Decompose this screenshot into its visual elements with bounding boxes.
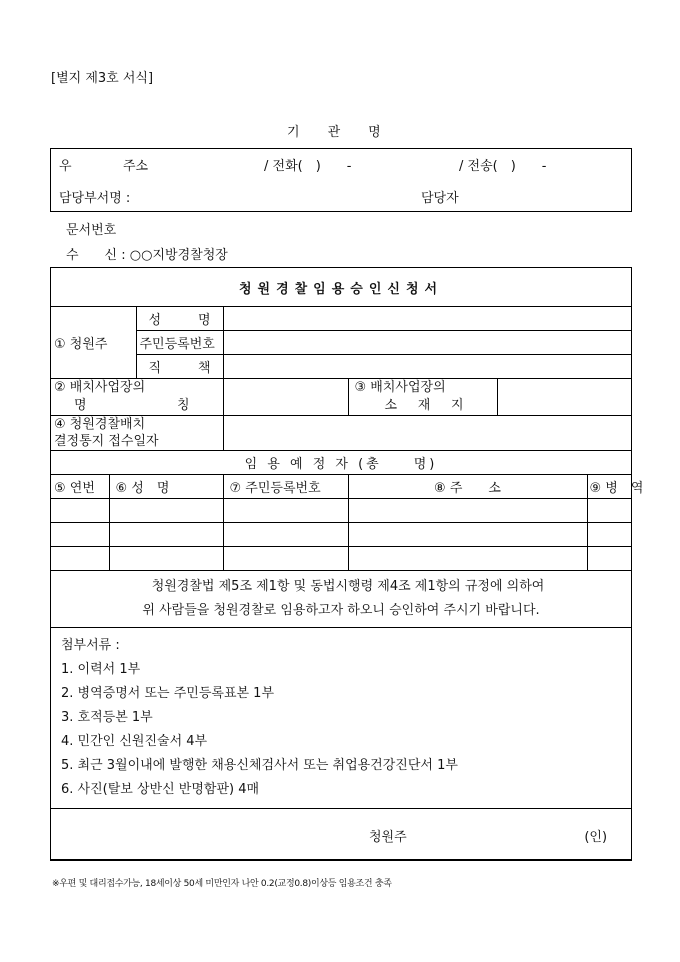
agency-name: 기 관 명 [287,125,383,140]
doc-number-label: 문서번호 [66,223,117,238]
address-row [59,155,623,175]
list-item: 1. 이력서 1부 [61,662,141,677]
workplace-name-field[interactable] [223,379,348,416]
list-item: 3. 호적등본 1부 [61,710,153,725]
person-label: 담당자 [421,191,459,206]
notice-date-field[interactable] [223,416,631,451]
recipient-row [66,244,228,263]
list-item: 4. 민간인 신원진술서 4부 [61,734,208,749]
col-id-number: ⑦ 주민등록번호 [223,475,348,499]
dept-label: 담당부서명 : [59,191,131,206]
fax-label: / 전송( ) - [459,159,547,174]
table-row [51,499,631,523]
applicant-id-field[interactable] [223,331,631,355]
applicant-name-field[interactable] [223,307,631,331]
name-label: 성 명 [136,307,223,331]
phone-label: / 전화( ) - [264,159,352,174]
postal-label: 우 [59,159,72,174]
applicant-section-label: ① 청원주 [51,307,136,379]
footnote: ※우편 및 대리접수가능, 18세이상 50세 미만인자 나안 0.2(교정0.8)이상등 임용조건 충족 [52,879,392,889]
applicant-position-field[interactable] [223,355,631,379]
seal-mark: (인) [584,830,608,845]
signature-row [51,809,631,860]
attachments-section [51,628,631,809]
workplace-location-field[interactable] [497,379,631,416]
table-row [51,547,631,571]
list-item: 2. 병역증명서 또는 주민등록표본 1부 [61,686,275,701]
address-label: 주소 [123,159,149,174]
appointees-heading: 임 용 예 정 자 (총 명) [51,451,631,475]
col-serial: ⑤ 연번 [51,475,109,499]
form-label: [별지 제3호 서식] [51,71,154,86]
workplace-location-label: ③ 배치사업장의 소 재 지 [348,379,497,416]
id-number-label: 주민등록번호 [136,331,223,355]
signature-label: 청원주 [369,830,407,845]
recipient-value: ○○지방경찰청장 [129,248,228,263]
position-label: 직 책 [136,355,223,379]
col-military: ⑨ 병 역 [587,475,631,499]
col-address: ⑧ 주 소 [348,475,587,499]
request-statement: 청원경찰법 제5조 제1항 및 동법시행령 제4조 제1항의 규정에 의하여 위 사람들을 청원경찰로 임용하고자 하오니 승인하여 주시기 바랍니다. [51,571,631,628]
application-form [50,267,644,861]
recipient-label: 수 신 : [66,248,126,263]
agency-info-box [50,148,632,212]
form-title: 청원경찰임용승인신청서 [51,268,631,307]
col-name: ⑥ 성 명 [109,475,223,499]
list-item: 6. 사진(탈보 상반신 반명함판) 4매 [61,782,260,797]
workplace-name-label: ② 배치사업장의 명 칭 [51,379,223,416]
notice-date-label: ④ 청원경찰배치 결정통지 접수일자 [51,416,223,451]
dept-row [59,187,623,207]
list-item: 5. 최근 3월이내에 발행한 채용신체검사서 또는 취업용건강진단서 1부 [61,758,458,773]
attachments-heading: 첨부서류 : [61,638,120,653]
table-row [51,523,631,547]
